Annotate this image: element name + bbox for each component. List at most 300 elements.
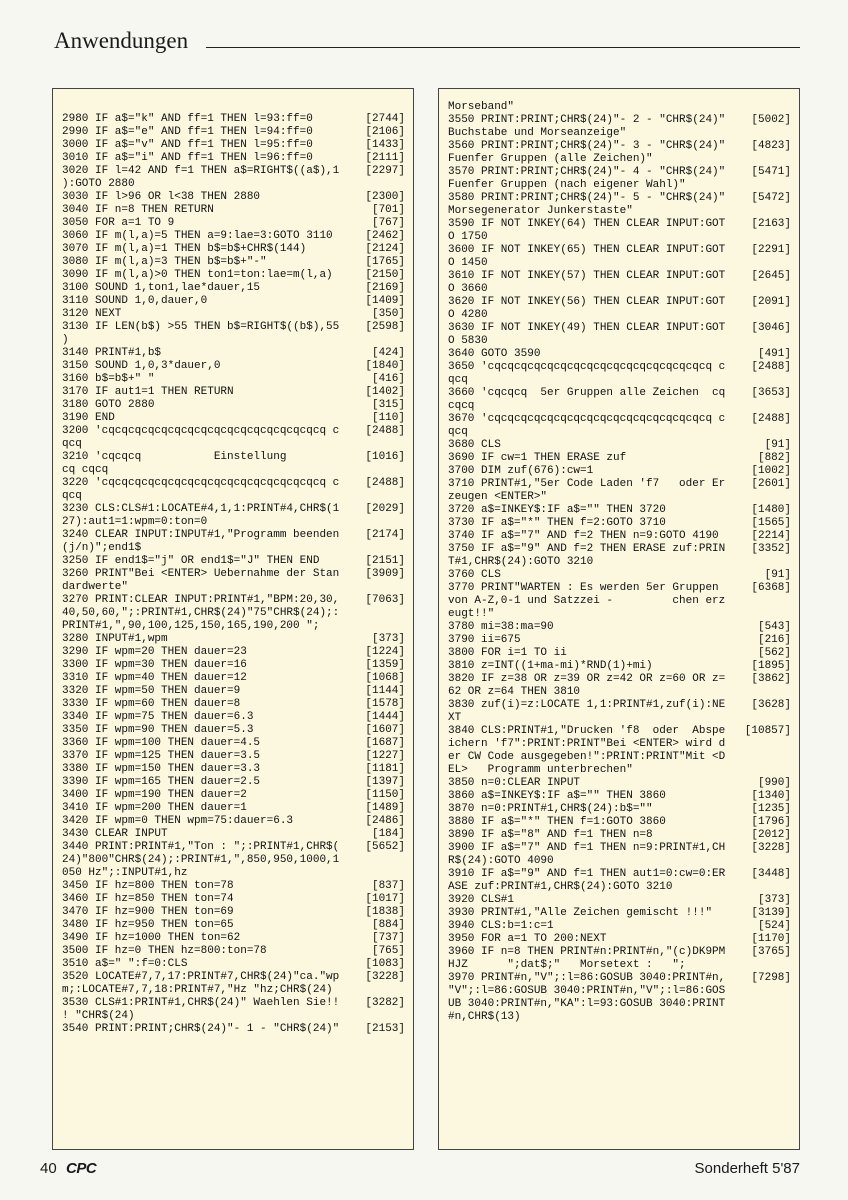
checksum: [5652]: [365, 841, 405, 853]
code-line: [448, 413, 791, 439]
code-text: 3500 IF hz=0 THEN hz=800:ton=78: [62, 945, 267, 957]
checksum: [5472]: [751, 192, 791, 204]
code-line: [62, 191, 405, 204]
checksum: [1796]: [751, 816, 791, 828]
code-line: [62, 360, 405, 373]
code-text: 3510 a$=" ":f=0:CLS: [62, 958, 188, 970]
checksum: [1397]: [365, 776, 405, 788]
code-text: 3430 CLEAR INPUT: [62, 828, 168, 840]
code-text: 3820 IF z=38 OR z=39 OR z=42 OR z=60 OR z= 62 OR z=64 THEN 3810: [448, 673, 732, 698]
code-line: [448, 361, 791, 387]
code-text: 3530 CLS#1:PRINT#1,CHR$(24)" Waehlen Sie!! ! "CHR$(24): [62, 997, 346, 1022]
code-text: 3100 SOUND 1,ton1,lae*dauer,15: [62, 282, 261, 294]
code-text: 3950 FOR a=1 TO 200:NEXT: [448, 933, 607, 945]
code-text: 3520 LOCATE#7,7,17:PRINT#7,CHR$(24)"ca."wp m;:LOCATE#7,7,18:PRINT#7,"Hz "hz;CHR$(24): [62, 971, 346, 996]
code-line: [62, 321, 405, 347]
code-text: 3930 PRINT#1,"Alle Zeichen gemischt !!!": [448, 907, 713, 919]
checksum: [3228]: [751, 842, 791, 854]
code-line: [448, 439, 791, 452]
code-text: 3690 IF cw=1 THEN ERASE zuf: [448, 452, 627, 464]
listing-left-lines: [62, 113, 405, 1036]
code-line: [448, 582, 791, 621]
code-text: 3900 IF a$="7" AND f=1 THEN n=9:PRINT#1,CH R$(24):GOTO 4090: [448, 842, 732, 867]
checksum: [216]: [757, 634, 791, 646]
checksum: [1150]: [365, 789, 405, 801]
checksum: [3765]: [751, 946, 791, 958]
code-line: [62, 893, 405, 906]
checksum: [1359]: [365, 659, 405, 671]
code-text: 3050 FOR a=1 TO 9: [62, 217, 175, 229]
code-line: [62, 828, 405, 841]
code-line: [62, 880, 405, 893]
code-text: 3150 SOUND 1,0,3*dauer,0: [62, 360, 221, 372]
code-text: 3850 n=0:CLEAR INPUT: [448, 777, 581, 789]
code-line: [62, 282, 405, 295]
code-line: [62, 919, 405, 932]
checksum: [350]: [371, 308, 405, 320]
code-line: [62, 139, 405, 152]
code-text: 3370 IF wpm=125 THEN dauer=3.5: [62, 750, 261, 762]
checksum: [2645]: [751, 270, 791, 282]
code-line: [448, 465, 791, 478]
code-text: 3790 ii=675: [448, 634, 521, 646]
code-text: 3480 IF hz=950 THEN ton=65: [62, 919, 234, 931]
code-text: 3310 IF wpm=40 THEN dauer=12: [62, 672, 247, 684]
code-text: 3420 IF wpm=0 THEN wpm=75:dauer=6.3: [62, 815, 294, 827]
code-line: [62, 217, 405, 230]
code-line: [448, 894, 791, 907]
code-text: 3640 GOTO 3590: [448, 348, 541, 360]
checksum: [737]: [371, 932, 405, 944]
code-line: [448, 842, 791, 868]
code-line: [448, 452, 791, 465]
checksum: [10857]: [744, 725, 791, 737]
checksum: [491]: [757, 348, 791, 360]
code-line: [62, 685, 405, 698]
code-line: [448, 933, 791, 946]
code-text: Morseband": [448, 101, 515, 113]
checksum: [2111]: [365, 152, 405, 164]
checksum: [6368]: [751, 582, 791, 594]
checksum: [1444]: [365, 711, 405, 723]
code-text: 3080 IF m(l,a)=3 THEN b$=b$+"-": [62, 256, 267, 268]
code-line: [62, 230, 405, 243]
code-line: [448, 725, 791, 777]
checksum: [3282]: [365, 997, 405, 1009]
code-text: 3680 CLS: [448, 439, 501, 451]
code-text: 3390 IF wpm=165 THEN dauer=2.5: [62, 776, 261, 788]
code-line: [62, 750, 405, 763]
code-text: 3880 IF a$="*" THEN f=1:GOTO 3860: [448, 816, 666, 828]
code-text: 3240 CLEAR INPUT:INPUT#1,"Programm beenden (j/n)";end1$: [62, 529, 346, 554]
code-text: 3810 z=INT((1+ma-mi)*RND(1)+mi): [448, 660, 653, 672]
checksum: [2291]: [751, 244, 791, 256]
code-line: [62, 204, 405, 217]
page-number: 40: [40, 1160, 57, 1177]
checksum: [4823]: [751, 140, 791, 152]
code-text: 3760 CLS: [448, 569, 501, 581]
code-text: 3660 'cqcqcq 5er Gruppen alle Zeichen cq cqcq: [448, 387, 732, 412]
checksum: [2150]: [365, 269, 405, 281]
checksum: [1170]: [751, 933, 791, 945]
code-line: [448, 101, 791, 114]
checksum: [1607]: [365, 724, 405, 736]
checksum: [2488]: [365, 425, 405, 437]
checksum: [2151]: [365, 555, 405, 567]
code-text: 3270 PRINT:CLEAR INPUT:PRINT#1,"BPM:20,30, 40,50,60,";:PRINT#1,CHR$(24)"75"CHR$(24);: PRINT#1,",90,100,125,150,165,190,200 ";: [62, 594, 346, 632]
code-text: 3320 IF wpm=50 THEN dauer=9: [62, 685, 241, 697]
checksum: [1489]: [365, 802, 405, 814]
code-line: [448, 270, 791, 296]
code-text: 3290 IF wpm=20 THEN dauer=23: [62, 646, 247, 658]
listing-right-lines: [448, 101, 791, 1024]
code-line: [62, 711, 405, 724]
code-line: [448, 946, 791, 972]
code-line: [62, 555, 405, 568]
code-text: 3070 IF m(l,a)=1 THEN b$=b$+CHR$(144): [62, 243, 307, 255]
code-line: [448, 699, 791, 725]
checksum: [416]: [371, 373, 405, 385]
code-text: 3650 'cqcqcqcqcqcqcqcqcqcqcqcqcqcqcqcqcq cqcq: [448, 361, 726, 386]
checksum: [1838]: [365, 906, 405, 918]
checksum: [2598]: [365, 321, 405, 333]
code-text: 3180 GOTO 2880: [62, 399, 155, 411]
code-text: 3340 IF wpm=75 THEN dauer=6.3: [62, 711, 254, 723]
checksum: [1068]: [365, 672, 405, 684]
code-text: 3120 NEXT: [62, 308, 122, 320]
checksum: [1895]: [751, 660, 791, 672]
code-text: 3740 IF a$="7" AND f=2 THEN n=9:GOTO 4190: [448, 530, 719, 542]
checksum: [5471]: [751, 166, 791, 178]
checksum: [91]: [764, 569, 791, 581]
code-line: [62, 932, 405, 945]
code-text: 3540 PRINT:PRINT;CHR$(24)"- 1 - "CHR$(24)": [62, 1023, 340, 1035]
checksum: [373]: [371, 633, 405, 645]
code-text: 3030 IF l>96 OR l<38 THEN 2880: [62, 191, 261, 203]
code-line: [448, 192, 791, 218]
code-line: [62, 997, 405, 1023]
checksum: [2744]: [365, 113, 405, 125]
code-text: 3960 IF n=8 THEN PRINT#n:PRINT#n,"(c)DK9PM HJZ ";dat$;" Morsetext : ";: [448, 946, 732, 971]
code-line: [62, 347, 405, 360]
code-line: [448, 777, 791, 790]
code-text: 3250 IF end1$="j" OR end1$="J" THEN END: [62, 555, 320, 567]
code-text: 3160 b$=b$+" ": [62, 373, 155, 385]
code-line: [62, 841, 405, 880]
code-line: [62, 165, 405, 191]
checksum: [2091]: [751, 296, 791, 308]
checksum: [3448]: [751, 868, 791, 880]
checksum: [2488]: [751, 361, 791, 373]
code-line: [62, 126, 405, 139]
code-line: [448, 530, 791, 543]
code-line: [62, 269, 405, 282]
checksum: [1017]: [365, 893, 405, 905]
code-line: [62, 633, 405, 646]
code-text: 3490 IF hz=1000 THEN ton=62: [62, 932, 241, 944]
section-title: Anwendungen: [54, 28, 189, 53]
code-text: 3970 PRINT#n,"V";:l=86:GOSUB 3040:PRINT#n, "V";:l=86:GOSUB 3040:PRINT#n,"V";:l=86:GOS UB 3040:PRINT#n,"KA":l=93:GOSUB 3040:PRINT #n,CHR$(13): [448, 972, 732, 1023]
checksum: [1480]: [751, 504, 791, 516]
code-line: [62, 802, 405, 815]
code-text: 3450 IF hz=800 THEN ton=78: [62, 880, 234, 892]
checksum: [701]: [371, 204, 405, 216]
code-line: [62, 256, 405, 269]
checksum: [1765]: [365, 256, 405, 268]
code-text: 3010 IF a$="i" AND ff=1 THEN l=96:ff=0: [62, 152, 313, 164]
code-text: 3800 FOR i=1 TO ii: [448, 647, 567, 659]
code-text: 3330 IF wpm=60 THEN dauer=8: [62, 698, 241, 710]
code-line: [448, 218, 791, 244]
code-text: 3220 'cqcqcqcqcqcqcqcqcqcqcqcqcqcqcqcqcq cqcq: [62, 477, 340, 502]
code-text: 3910 IF a$="9" AND f=1 THEN aut1=0:cw=0:ER ASE zuf:PRINT#1,CHR$(24):GOTO 3210: [448, 868, 732, 893]
code-text: 3110 SOUND 1,0,dauer,0: [62, 295, 208, 307]
code-text: 3060 IF m(l,a)=5 THEN a=9:lae=3:GOTO 3110: [62, 230, 333, 242]
code-text: 3200 'cqcqcqcqcqcqcqcqcqcqcqcqcqcqcqcqcq cqcq: [62, 425, 340, 450]
code-text: 3600 IF NOT INKEY(65) THEN CLEAR INPUT:GOT O 1450: [448, 244, 732, 269]
checksum: [5002]: [751, 114, 791, 126]
code-text: 2990 IF a$="e" AND ff=1 THEN l=94:ff=0: [62, 126, 313, 138]
code-text: 3210 'cqcqcq Einstellung cq cqcq: [62, 451, 340, 476]
code-text: 3440 PRINT:PRINT#1,"Ton : ";:PRINT#1,CHR$( 24)"800"CHR$(24);:PRINT#1,",850,950,1000,1 050 Hz";:INPUT#1,hz: [62, 841, 346, 879]
code-text: 3560 PRINT:PRINT;CHR$(24)"- 3 - "CHR$(24)" Fuenfer Gruppen (alle Zeichen)": [448, 140, 732, 165]
code-text: 3460 IF hz=850 THEN ton=74: [62, 893, 234, 905]
checksum: [1016]: [365, 451, 405, 463]
code-text: 3140 PRINT#1,b$: [62, 347, 162, 359]
checksum: [3653]: [751, 387, 791, 399]
code-line: [448, 296, 791, 322]
code-line: [62, 373, 405, 386]
code-text: 3130 IF LEN(b$) >55 THEN b$=RIGHT$((b$),55 ): [62, 321, 346, 346]
code-line: [62, 763, 405, 776]
code-line: [62, 1023, 405, 1036]
checksum: [765]: [371, 945, 405, 957]
code-line: [62, 659, 405, 672]
code-line: [448, 322, 791, 348]
code-line: [448, 114, 791, 140]
checksum: [1224]: [365, 646, 405, 658]
code-line: [62, 737, 405, 750]
checksum: [2297]: [365, 165, 405, 177]
checksum: [1181]: [365, 763, 405, 775]
code-text: 3190 END: [62, 412, 115, 424]
checksum: [2214]: [751, 530, 791, 542]
checksum: [543]: [757, 621, 791, 633]
code-text: 3670 'cqcqcqcqcqcqcqcqcqcqcqcqcqcqcqcqcq cqcq: [448, 413, 726, 438]
code-line: [62, 503, 405, 529]
code-line: [62, 113, 405, 126]
code-line: [448, 803, 791, 816]
code-line: [448, 517, 791, 530]
checksum: [2106]: [365, 126, 405, 138]
checksum: [184]: [371, 828, 405, 840]
code-text: 3230 CLS:CLS#1:LOCATE#4,1,1:PRINT#4,CHR$(1 27):aut1=1:wpm=0:ton=0: [62, 503, 346, 528]
code-line: [62, 646, 405, 659]
checksum: [2124]: [365, 243, 405, 255]
code-line: [62, 672, 405, 685]
code-text: 3000 IF a$="v" AND ff=1 THEN l=95:ff=0: [62, 139, 313, 151]
code-line: [448, 569, 791, 582]
checksum: [3046]: [751, 322, 791, 334]
checksum: [2169]: [365, 282, 405, 294]
checksum: [91]: [764, 439, 791, 451]
code-text: 3020 IF l=42 AND f=1 THEN a$=RIGHT$((a$),1 ):GOTO 2880: [62, 165, 346, 190]
checksum: [2174]: [365, 529, 405, 541]
code-text: 3040 IF n=8 THEN RETURN: [62, 204, 214, 216]
checksum: [1687]: [365, 737, 405, 749]
code-text: 3920 CLS#1: [448, 894, 515, 906]
code-text: 3830 zuf(i)=z:LOCATE 1,1:PRINT#1,zuf(i):NE XT: [448, 699, 732, 724]
code-line: [448, 621, 791, 634]
checksum: [1402]: [365, 386, 405, 398]
code-text: 3550 PRINT:PRINT;CHR$(24)"- 2 - "CHR$(24)" Buchstabe und Morseanzeige": [448, 114, 732, 139]
checksum: [3628]: [751, 699, 791, 711]
code-line: [62, 698, 405, 711]
code-line: [448, 478, 791, 504]
code-line: [448, 868, 791, 894]
checksum: [882]: [757, 452, 791, 464]
code-line: [448, 790, 791, 803]
code-text: 3590 IF NOT INKEY(64) THEN CLEAR INPUT:GOT O 1750: [448, 218, 732, 243]
checksum: [2488]: [751, 413, 791, 425]
checksum: [3909]: [365, 568, 405, 580]
checksum: [3228]: [365, 971, 405, 983]
code-line: [448, 244, 791, 270]
checksum: [1340]: [751, 790, 791, 802]
code-line: [62, 815, 405, 828]
code-line: [62, 594, 405, 633]
checksum: [884]: [371, 919, 405, 931]
checksum: [2012]: [751, 829, 791, 841]
checksum: [1227]: [365, 750, 405, 762]
checksum: [7298]: [751, 972, 791, 984]
code-line: [448, 829, 791, 842]
page-header: [54, 26, 800, 56]
checksum: [1144]: [365, 685, 405, 697]
code-text: 3870 n=0:PRINT#1,CHR$(24):b$="": [448, 803, 653, 815]
code-text: 3730 IF a$="*" THEN f=2:GOTO 3710: [448, 517, 666, 529]
code-line: [448, 166, 791, 192]
checksum: [1083]: [365, 958, 405, 970]
checksum: [1235]: [751, 803, 791, 815]
code-text: 3890 IF a$="8" AND f=1 THEN n=8: [448, 829, 653, 841]
checksum: [2488]: [365, 477, 405, 489]
code-line: [448, 816, 791, 829]
code-line: [448, 140, 791, 166]
checksum: [1578]: [365, 698, 405, 710]
code-line: [62, 412, 405, 425]
code-text: 3470 IF hz=900 THEN ton=69: [62, 906, 234, 918]
checksum: [3862]: [751, 673, 791, 685]
code-line: [448, 972, 791, 1024]
checksum: [1002]: [751, 465, 791, 477]
code-line: [448, 387, 791, 413]
code-line: [62, 152, 405, 165]
checksum: [315]: [371, 399, 405, 411]
checksum: [2601]: [751, 478, 791, 490]
code-text: 3280 INPUT#1,wpm: [62, 633, 168, 645]
code-line: [448, 907, 791, 920]
code-line: [62, 295, 405, 308]
checksum: [7063]: [365, 594, 405, 606]
code-text: 3400 IF wpm=190 THEN dauer=2: [62, 789, 247, 801]
code-line: [62, 308, 405, 321]
code-text: 3090 IF m(l,a)>0 THEN ton1=ton:lae=m(l,a): [62, 269, 333, 281]
code-text: 3770 PRINT"WARTEN : Es werden 5er Gruppen von A-Z,0-1 und Satzzei - chen erz eugt!!": [448, 582, 732, 620]
code-text: 3610 IF NOT INKEY(57) THEN CLEAR INPUT:GOT O 3660: [448, 270, 732, 295]
checksum: [1565]: [751, 517, 791, 529]
magazine-logo: CPC: [66, 1160, 97, 1177]
checksum: [1433]: [365, 139, 405, 151]
code-line: [62, 425, 405, 451]
code-text: 3630 IF NOT INKEY(49) THEN CLEAR INPUT:GOT O 5830: [448, 322, 732, 347]
code-line: [62, 906, 405, 919]
code-line: [62, 399, 405, 412]
code-text: 3570 PRINT:PRINT;CHR$(24)"- 4 - "CHR$(24)" Fuenfer Gruppen (nach eigener Wahl)": [448, 166, 732, 191]
code-text: 3860 a$=INKEY$:IF a$="" THEN 3860: [448, 790, 666, 802]
code-line: [448, 647, 791, 660]
checksum: [524]: [757, 920, 791, 932]
checksum: [990]: [757, 777, 791, 789]
code-line: [448, 634, 791, 647]
code-text: 3710 PRINT#1,"5er Code Laden 'f7 oder Erzeugen <ENTER>": [448, 478, 726, 503]
checksum: [837]: [371, 880, 405, 892]
code-line: [62, 724, 405, 737]
code-line: [448, 504, 791, 517]
code-line: [448, 660, 791, 673]
code-line: [62, 529, 405, 555]
code-text: 3260 PRINT"Bei <ENTER> Uebernahme der Stan dardwerte": [62, 568, 346, 593]
code-text: 3780 mi=38:ma=90: [448, 621, 554, 633]
code-line: [448, 543, 791, 569]
checksum: [2153]: [365, 1023, 405, 1035]
code-line: [62, 971, 405, 997]
code-text: 3700 DIM zuf(676):cw=1: [448, 465, 594, 477]
code-text: 3380 IF wpm=150 THEN dauer=3.3: [62, 763, 261, 775]
code-line: [62, 386, 405, 399]
checksum: [2029]: [365, 503, 405, 515]
checksum: [2163]: [751, 218, 791, 230]
code-text: 3170 IF aut1=1 THEN RETURN: [62, 386, 234, 398]
page-footer: [0, 1158, 848, 1180]
checksum: [562]: [757, 647, 791, 659]
issue-label: Sonderheft 5'87: [694, 1160, 800, 1177]
code-line: [62, 776, 405, 789]
listing-column-left: [52, 88, 414, 1150]
listing-column-right: [438, 88, 800, 1150]
checksum: [2462]: [365, 230, 405, 242]
code-text: 3940 CLS:b=1:c=1: [448, 920, 554, 932]
code-line: [62, 789, 405, 802]
code-line: [62, 945, 405, 958]
header-rule: [206, 47, 800, 48]
code-text: 2980 IF a$="k" AND ff=1 THEN l=93:ff=0: [62, 113, 313, 125]
checksum: [3139]: [751, 907, 791, 919]
code-line: [62, 451, 405, 477]
code-text: 3300 IF wpm=30 THEN dauer=16: [62, 659, 247, 671]
code-text: 3750 IF a$="9" AND f=2 THEN ERASE zuf:PRIN T#1,CHR$(24):GOTO 3210: [448, 543, 732, 568]
checksum: [1840]: [365, 360, 405, 372]
code-text: 3350 IF wpm=90 THEN dauer=5.3: [62, 724, 254, 736]
code-line: [448, 348, 791, 361]
code-line: [448, 920, 791, 933]
code-line: [62, 958, 405, 971]
checksum: [373]: [757, 894, 791, 906]
code-text: 3720 a$=INKEY$:IF a$="" THEN 3720: [448, 504, 666, 516]
checksum: [2300]: [365, 191, 405, 203]
checksum: [424]: [371, 347, 405, 359]
checksum: [1409]: [365, 295, 405, 307]
